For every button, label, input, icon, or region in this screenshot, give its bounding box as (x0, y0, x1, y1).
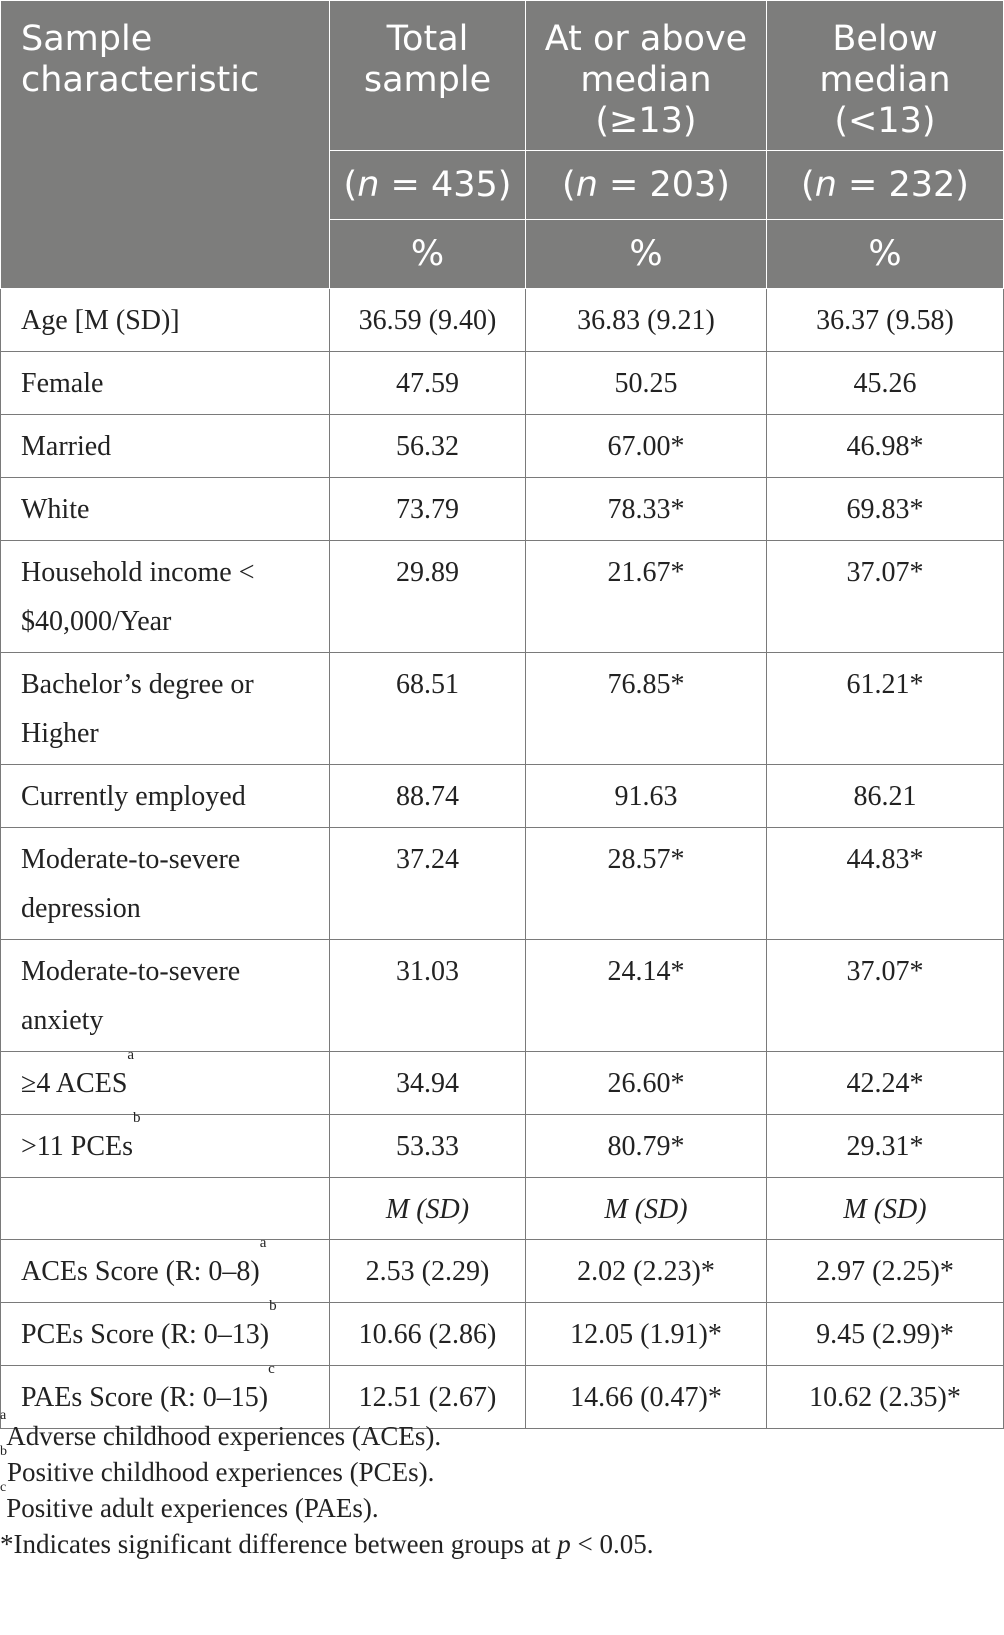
cell-below: 36.37 (9.58) (767, 289, 1004, 352)
header-label-line2: characteristic (21, 60, 260, 100)
table-row (1, 765, 1004, 828)
header-n-above: (n = 203) (526, 151, 767, 220)
cell-above: 78.33* (526, 478, 767, 541)
cell-above: 36.83 (9.21) (526, 289, 767, 352)
header-col-line: At or above (544, 19, 748, 59)
cell-total: M (SD) (330, 1178, 526, 1240)
table-row (1, 352, 1004, 415)
cell-below: 10.62 (2.35)* (767, 1366, 1004, 1429)
footnote-marker: c (268, 1361, 275, 1377)
header-col-line: Below (832, 19, 938, 59)
row-label (1, 828, 330, 940)
row-label (1, 940, 330, 1052)
header-col-line: median (819, 60, 951, 100)
row-label (1, 653, 330, 765)
header-n-below: (n = 232) (767, 151, 1004, 220)
footnote-significance: *Indicates significant difference between groups at p < 0.05. (0, 1529, 654, 1559)
table-body (1, 289, 1004, 1429)
header-total-sample (330, 1, 526, 151)
cell-total: 68.51 (330, 653, 526, 765)
cell-below: 37.07* (767, 940, 1004, 1052)
header-unit-above: % (526, 220, 767, 289)
header-unit-total: % (330, 220, 526, 289)
table-subheader-row (1, 1178, 1004, 1240)
table-row (1, 541, 1004, 653)
row-label: ≥4 ACES$^a$ (1, 1052, 330, 1115)
cell-total: 37.24 (330, 828, 526, 940)
cell-total: 73.79 (330, 478, 526, 541)
row-label-line: Moderate-to-severe (21, 956, 241, 987)
cell-below: 42.24* (767, 1052, 1004, 1115)
cell-above: 50.25 (526, 352, 767, 415)
cell-below: 29.31* (767, 1115, 1004, 1178)
table-header (1, 1, 1004, 289)
row-label: Currently employed (1, 765, 330, 828)
table-row (1, 478, 1004, 541)
header-below-median (767, 1, 1004, 151)
cell-total: 10.66 (2.86) (330, 1303, 526, 1366)
table-row (1, 1052, 1004, 1115)
cell-total: 31.03 (330, 940, 526, 1052)
header-col-line: sample (363, 60, 492, 100)
row-label: ACEs Score (R: 0–8)$^a$ (1, 1240, 330, 1303)
cell-total: 47.59 (330, 352, 526, 415)
cell-below: 46.98* (767, 415, 1004, 478)
cell-total: 88.74 (330, 765, 526, 828)
row-label-line: Moderate-to-severe (21, 844, 241, 875)
table-row (1, 415, 1004, 478)
row-label: Age [M (SD)] (1, 289, 330, 352)
cell-total: 12.51 (2.67) (330, 1366, 526, 1429)
row-label: Married (1, 415, 330, 478)
cell-total: 53.33 (330, 1115, 526, 1178)
table-row (1, 1240, 1004, 1303)
header-sample-characteristic (1, 1, 330, 289)
row-label-line: Higher (21, 718, 99, 749)
row-label: >11 PCEs$^b$ (1, 1115, 330, 1178)
table-row (1, 1303, 1004, 1366)
row-label (1, 1178, 330, 1240)
row-label: PCEs Score (R: 0–13)$^b$ (1, 1303, 330, 1366)
cell-above: 24.14* (526, 940, 767, 1052)
table-row (1, 940, 1004, 1052)
header-at-or-above-median (526, 1, 767, 151)
footnote-marker: a (259, 1235, 267, 1251)
table-row (1, 653, 1004, 765)
header-unit-below: % (767, 220, 1004, 289)
cell-above: 80.79* (526, 1115, 767, 1178)
cell-total: 36.59 (9.40) (330, 289, 526, 352)
cell-above: 28.57* (526, 828, 767, 940)
row-label: Female (1, 352, 330, 415)
row-label (1, 541, 330, 653)
cell-total: 34.94 (330, 1052, 526, 1115)
cell-above: 91.63 (526, 765, 767, 828)
header-col-line: Total (386, 19, 469, 59)
footnote-marker: b (269, 1298, 277, 1314)
row-label-line: $40,000/Year (21, 606, 172, 637)
cell-above: 76.85* (526, 653, 767, 765)
cell-above: 12.05 (1.91)* (526, 1303, 767, 1366)
table-row (1, 828, 1004, 940)
row-label-line: Bachelor’s degree or (21, 669, 254, 700)
row-label-line: anxiety (21, 1005, 104, 1036)
row-label-line: Household income < (21, 557, 255, 588)
cell-total: 29.89 (330, 541, 526, 653)
footnote-marker: a (127, 1047, 135, 1063)
cell-total: 2.53 (2.29) (330, 1240, 526, 1303)
footnote-c: $^c$Positive adult experiences (PAEs). (0, 1480, 379, 1523)
cell-below: 37.07* (767, 541, 1004, 653)
cell-above: 21.67* (526, 541, 767, 653)
table-row (1, 1115, 1004, 1178)
footnote-a: $^a$Adverse childhood experiences (ACEs). (0, 1408, 442, 1451)
cell-below: 2.97 (2.25)* (767, 1240, 1004, 1303)
cell-above: 67.00* (526, 415, 767, 478)
cell-total: 56.32 (330, 415, 526, 478)
cell-above: 14.66 (0.47)* (526, 1366, 767, 1429)
cell-below: 44.83* (767, 828, 1004, 940)
table-row (1, 289, 1004, 352)
cell-below: 9.45 (2.99)* (767, 1303, 1004, 1366)
header-col-line: (≥13) (595, 101, 697, 141)
cell-below: 86.21 (767, 765, 1004, 828)
row-label: PAEs Score (R: 0–15)$^c$ (1, 1366, 330, 1429)
cell-above: M (SD) (526, 1178, 767, 1240)
cell-above: 2.02 (2.23)* (526, 1240, 767, 1303)
row-label-line: depression (21, 893, 141, 924)
cell-above: 26.60* (526, 1052, 767, 1115)
footnote-b: $^b$Positive childhood experiences (PCEs). (0, 1444, 435, 1487)
header-label-line1: Sample (21, 19, 153, 59)
header-col-line: median (580, 60, 712, 100)
footnote-marker: b (133, 1110, 141, 1126)
row-label: White (1, 478, 330, 541)
cell-below: 69.83* (767, 478, 1004, 541)
cell-below: M (SD) (767, 1178, 1004, 1240)
table-footnotes (0, 1408, 1004, 1562)
header-col-line: (<13) (834, 101, 936, 141)
cell-below: 61.21* (767, 653, 1004, 765)
header-n-total: (n = 435) (330, 151, 526, 220)
cell-below: 45.26 (767, 352, 1004, 415)
